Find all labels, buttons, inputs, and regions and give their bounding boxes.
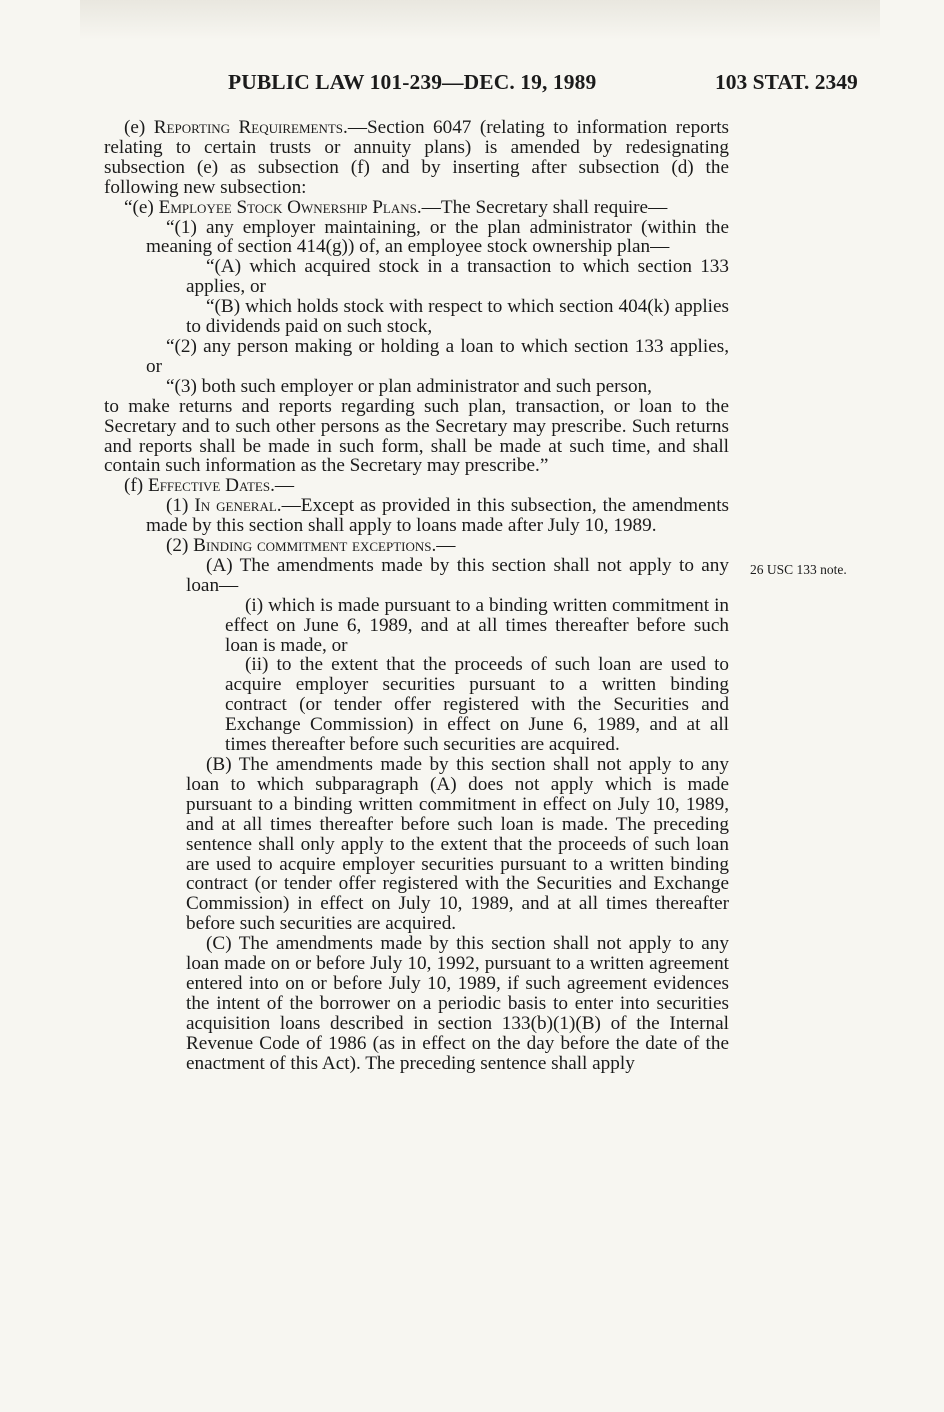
clause-i: (i) which is made pursuant to a binding written commitment in effect on June 6, 1989, and at all times thereafter before such loan is made, or bbox=[225, 594, 729, 656]
subsection-e-text: .—Section 6047 (relating to information reports relating to certain trusts or annuity plans) is amended by redesignating subsection (e) as subsection (f) and by inserting after subsection (d) the following new subsection: bbox=[104, 117, 730, 198]
esop-label: “(e) bbox=[124, 196, 159, 218]
closing-paragraph: to make returns and reports regarding such plan, transaction, or loan to the Secretary and to such other persons as the Secretary may prescribe. Such returns and reports shall be made in such form, shall be made at such time, and shall contain such information as the Secretary may prescribe.” bbox=[104, 395, 729, 477]
esop-heading: Employee Stock Ownership Plans bbox=[158, 196, 417, 218]
general-heading: In general bbox=[194, 495, 277, 517]
esop-paragraph bbox=[104, 198, 729, 218]
margin-citation-note: 26 USC 133 note. bbox=[750, 562, 847, 577]
scan-shading bbox=[80, 0, 880, 40]
subparagraph-B: “(B) which holds stock with respect to which section 404(k) applies to dividends paid on such stock, bbox=[186, 296, 729, 338]
subsection-e-label: (e) bbox=[124, 117, 154, 138]
general-text: .—Except as provided in this subsection, the amendments made by this section shall apply to loans made after July 10, 1989. bbox=[146, 495, 730, 537]
binding-subparagraph-B: (B) The amendments made by this section shall not apply to any loan to which subparagraph (A) does not apply which is made pursuant to a binding written commitment in effect on July 10, 1989, and at all times thereafter before such loan is made. The preceding sentence shall only apply to the extent that the proceeds of such loan are used to acquire employer securities pursuant to a written binding contract (or tender offer registered with the Securities and Exchange Commission) in effect on July 10, 1989, and at all times thereafter before such securities are acquired. bbox=[186, 754, 729, 935]
law-title-header: PUBLIC LAW 101-239—DEC. 19, 1989 bbox=[228, 70, 597, 94]
binding-dash: .— bbox=[431, 535, 456, 557]
paragraph-3: “(3) both such employer or plan administrator and such person, bbox=[166, 375, 652, 397]
subparagraph-A: “(A) which acquired stock in a transaction to which section 133 applies, or bbox=[186, 256, 729, 298]
subsection-e-paragraph bbox=[104, 118, 729, 198]
binding-commitment-heading-line bbox=[104, 536, 729, 556]
binding-heading: Binding commitment exceptions bbox=[193, 535, 432, 557]
general-paragraph bbox=[104, 496, 729, 536]
statute-page-reference: 103 STAT. 2349 bbox=[715, 70, 858, 94]
paragraph-1: “(1) any employer maintaining, or the plan administrator (within the meaning of section 414(g)) of, an employee stock ownership plan— bbox=[146, 216, 729, 258]
subsection-f-label: (f) bbox=[124, 475, 148, 497]
binding-label: (2) bbox=[166, 535, 194, 557]
esop-text: .—The Secretary shall require— bbox=[416, 196, 668, 218]
body-text bbox=[104, 118, 729, 1074]
paragraph-2: “(2) any person making or holding a loan to which section 133 applies, or bbox=[146, 335, 729, 377]
binding-subparagraph-A: (A) The amendments made by this section shall not apply to any loan— bbox=[186, 554, 729, 596]
subsection-f-heading-line bbox=[104, 476, 729, 496]
subsection-e-heading: Reporting Requirements bbox=[153, 117, 344, 138]
general-label: (1) bbox=[166, 495, 195, 517]
subsection-f-dash: .— bbox=[270, 475, 295, 497]
subsection-f-heading: Effective Dates bbox=[147, 475, 271, 497]
binding-subparagraph-C: (C) The amendments made by this section shall not apply to any loan made on or before July 10, 1992, pursuant to a written agreement entered into on or before July 10, 1989, if such agreement evidences the intent of the borrower on a periodic basis to enter into securities acquisition loans described in section 133(b)(1)(B) of the Internal Revenue Code of 1986 (as in effect on the day before the date of the enactment of this Act). The preceding sentence shall apply bbox=[186, 933, 729, 1074]
clause-ii: (ii) to the extent that the proceeds of such loan are used to acquire employer securities pursuant to a written binding contract (or tender offer registered with the Securities and Exchange Commission) in effect on June 6, 1989, and at all times thereafter before such securities are acquired. bbox=[225, 654, 729, 756]
